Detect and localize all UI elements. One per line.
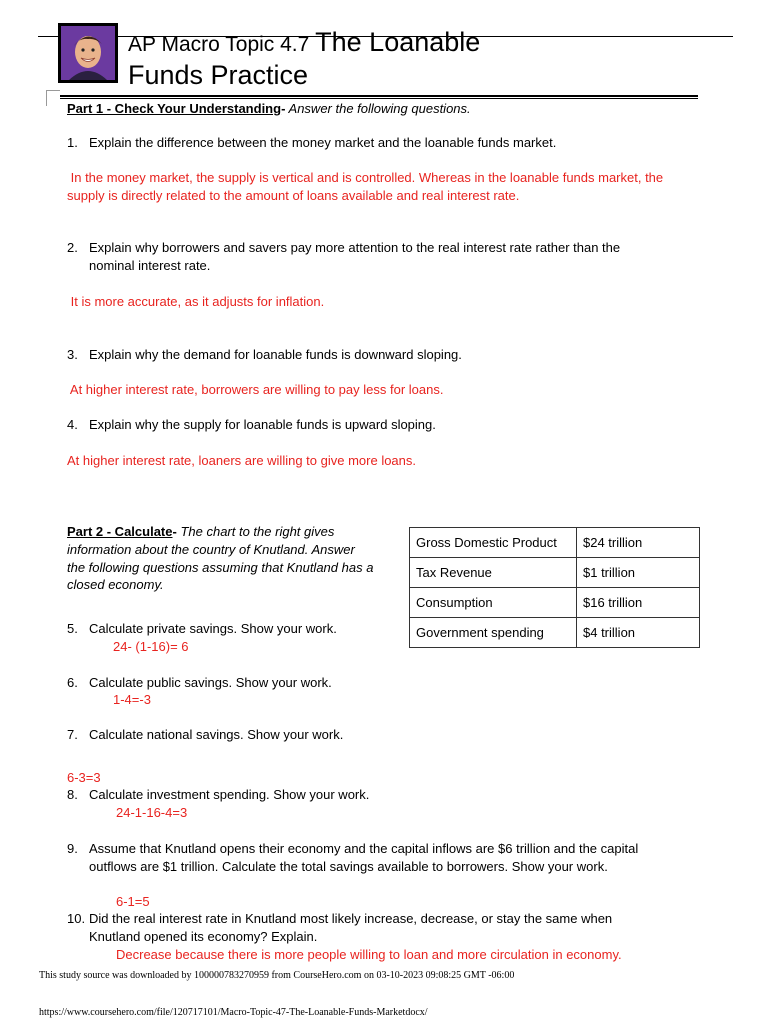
question-text: Calculate investment spending. Show your work. (89, 787, 370, 802)
answer-2: It is more accurate, as it adjusts for inflation. (67, 294, 325, 309)
title-prefix: AP Macro Topic 4.7 (128, 33, 316, 56)
table-row (410, 588, 700, 618)
part1-dash: - (281, 101, 286, 116)
question-number: 1. (67, 135, 78, 150)
question-text: Explain the difference between the money market and the loanable funds market. (89, 135, 557, 150)
table-cell-value: $1 trillion (577, 558, 700, 588)
question-number: 9. (67, 841, 78, 856)
source-url[interactable]: https://www.coursehero.com/file/120717101/Macro-Topic-47-The-Loanable-Funds-Marketdocx/ (39, 1007, 428, 1018)
answer-7: 6-3=3 (67, 770, 101, 785)
part2-heading: Part 2 - Calculate (67, 524, 173, 539)
question-4 (67, 416, 436, 434)
question-9 (67, 840, 638, 858)
question-text: Calculate private savings. Show your work. (89, 621, 337, 636)
teacher-avatar-image (61, 26, 115, 80)
teacher-avatar (58, 23, 118, 83)
title-rule-thin (60, 98, 698, 99)
question-number: 8. (67, 787, 78, 802)
answer-1-line1: In the money market, the supply is vertical and is controlled. Whereas in the loanable funds market, the (67, 170, 664, 185)
question-1 (67, 134, 556, 152)
title-rule-thick (60, 95, 698, 97)
margin-mark-vertical (46, 90, 47, 106)
question-number: 7. (67, 727, 78, 742)
knutland-data-table (409, 527, 700, 648)
title-main-line1: The Loanable (315, 27, 481, 57)
question-number: 3. (67, 347, 78, 362)
table-cell-label: Tax Revenue (410, 558, 577, 588)
question-number: 4. (67, 417, 78, 432)
answer-8: 24-1-16-4=3 (116, 805, 188, 820)
question-number: 5. (67, 621, 78, 636)
answer-9: 6-1=5 (116, 894, 150, 909)
question-text: Calculate public savings. Show your work. (89, 675, 332, 690)
part2-intro-line3: the following questions assuming that Knutland has a (67, 560, 374, 575)
question-text: Calculate national savings. Show your work. (89, 727, 344, 742)
question-7 (67, 726, 343, 744)
question-number: 2. (67, 240, 78, 255)
table-cell-value: $4 trillion (577, 618, 700, 648)
question-6 (67, 674, 332, 692)
question-2 (67, 239, 620, 257)
question-text: Assume that Knutland opens their economy and the capital inflows are $6 trillion and the capital (89, 841, 639, 856)
download-note: This study source was downloaded by 100000783270959 from CourseHero.com on 03-10-2023 09:08:25 GMT -06:00 (39, 970, 515, 981)
table-cell-value: $16 trillion (577, 588, 700, 618)
question-5 (67, 620, 337, 638)
answer-3: At higher interest rate, borrowers are willing to pay less for loans. (67, 382, 444, 397)
question-10 (67, 910, 612, 928)
question-8 (67, 786, 369, 804)
table-row (410, 618, 700, 648)
answer-4: At higher interest rate, loaners are willing to give more loans. (67, 453, 417, 468)
part1-heading: Part 1 - Check Your Understanding (67, 101, 282, 116)
table-row (410, 528, 700, 558)
table-row (410, 558, 700, 588)
answer-6: 1-4=-3 (113, 692, 151, 707)
question-number: 6. (67, 675, 78, 690)
question-text: Did the real interest rate in Knutland most likely increase, decrease, or stay the same when (89, 911, 613, 926)
part2-dash: - (172, 524, 177, 539)
page-title-line2: Funds Practice (128, 60, 309, 90)
question-2-line2: nominal interest rate. (89, 258, 211, 273)
table-cell-value: $24 trillion (577, 528, 700, 558)
answer-5: 24- (1-16)= 6 (113, 639, 189, 654)
question-9-line2: outflows are $1 trillion. Calculate the total savings available to borrowers. Show your work. (89, 859, 608, 874)
part2-intro-line2: information about the country of Knutland. Answer (67, 542, 355, 557)
margin-mark-horizontal (46, 90, 60, 91)
table-cell-label: Government spending (410, 618, 577, 648)
question-text: Explain why borrowers and savers pay more attention to the real interest rate rather than the (89, 240, 621, 255)
table-cell-label: Gross Domestic Product (410, 528, 577, 558)
page-title-line1 (128, 27, 480, 58)
part1-heading-row (67, 100, 471, 118)
question-10-line2: Knutland opened its economy? Explain. (89, 929, 318, 944)
question-3 (67, 346, 462, 364)
table-cell-label: Consumption (410, 588, 577, 618)
answer-1-line2: supply is directly related to the amount of loans available and real interest rate. (67, 188, 520, 203)
part1-instruction: Answer the following questions. (285, 101, 471, 116)
part2-intro-text: The chart to the right gives (176, 524, 335, 539)
part2-intro-line4: closed economy. (67, 577, 164, 592)
question-number: 10. (67, 911, 86, 926)
question-text: Explain why the supply for loanable funds is upward sloping. (89, 417, 436, 432)
question-text: Explain why the demand for loanable funds is downward sloping. (89, 347, 462, 362)
part2-intro-line1 (67, 523, 334, 541)
answer-10: Decrease because there is more people willing to loan and more circulation in economy. (116, 947, 622, 962)
